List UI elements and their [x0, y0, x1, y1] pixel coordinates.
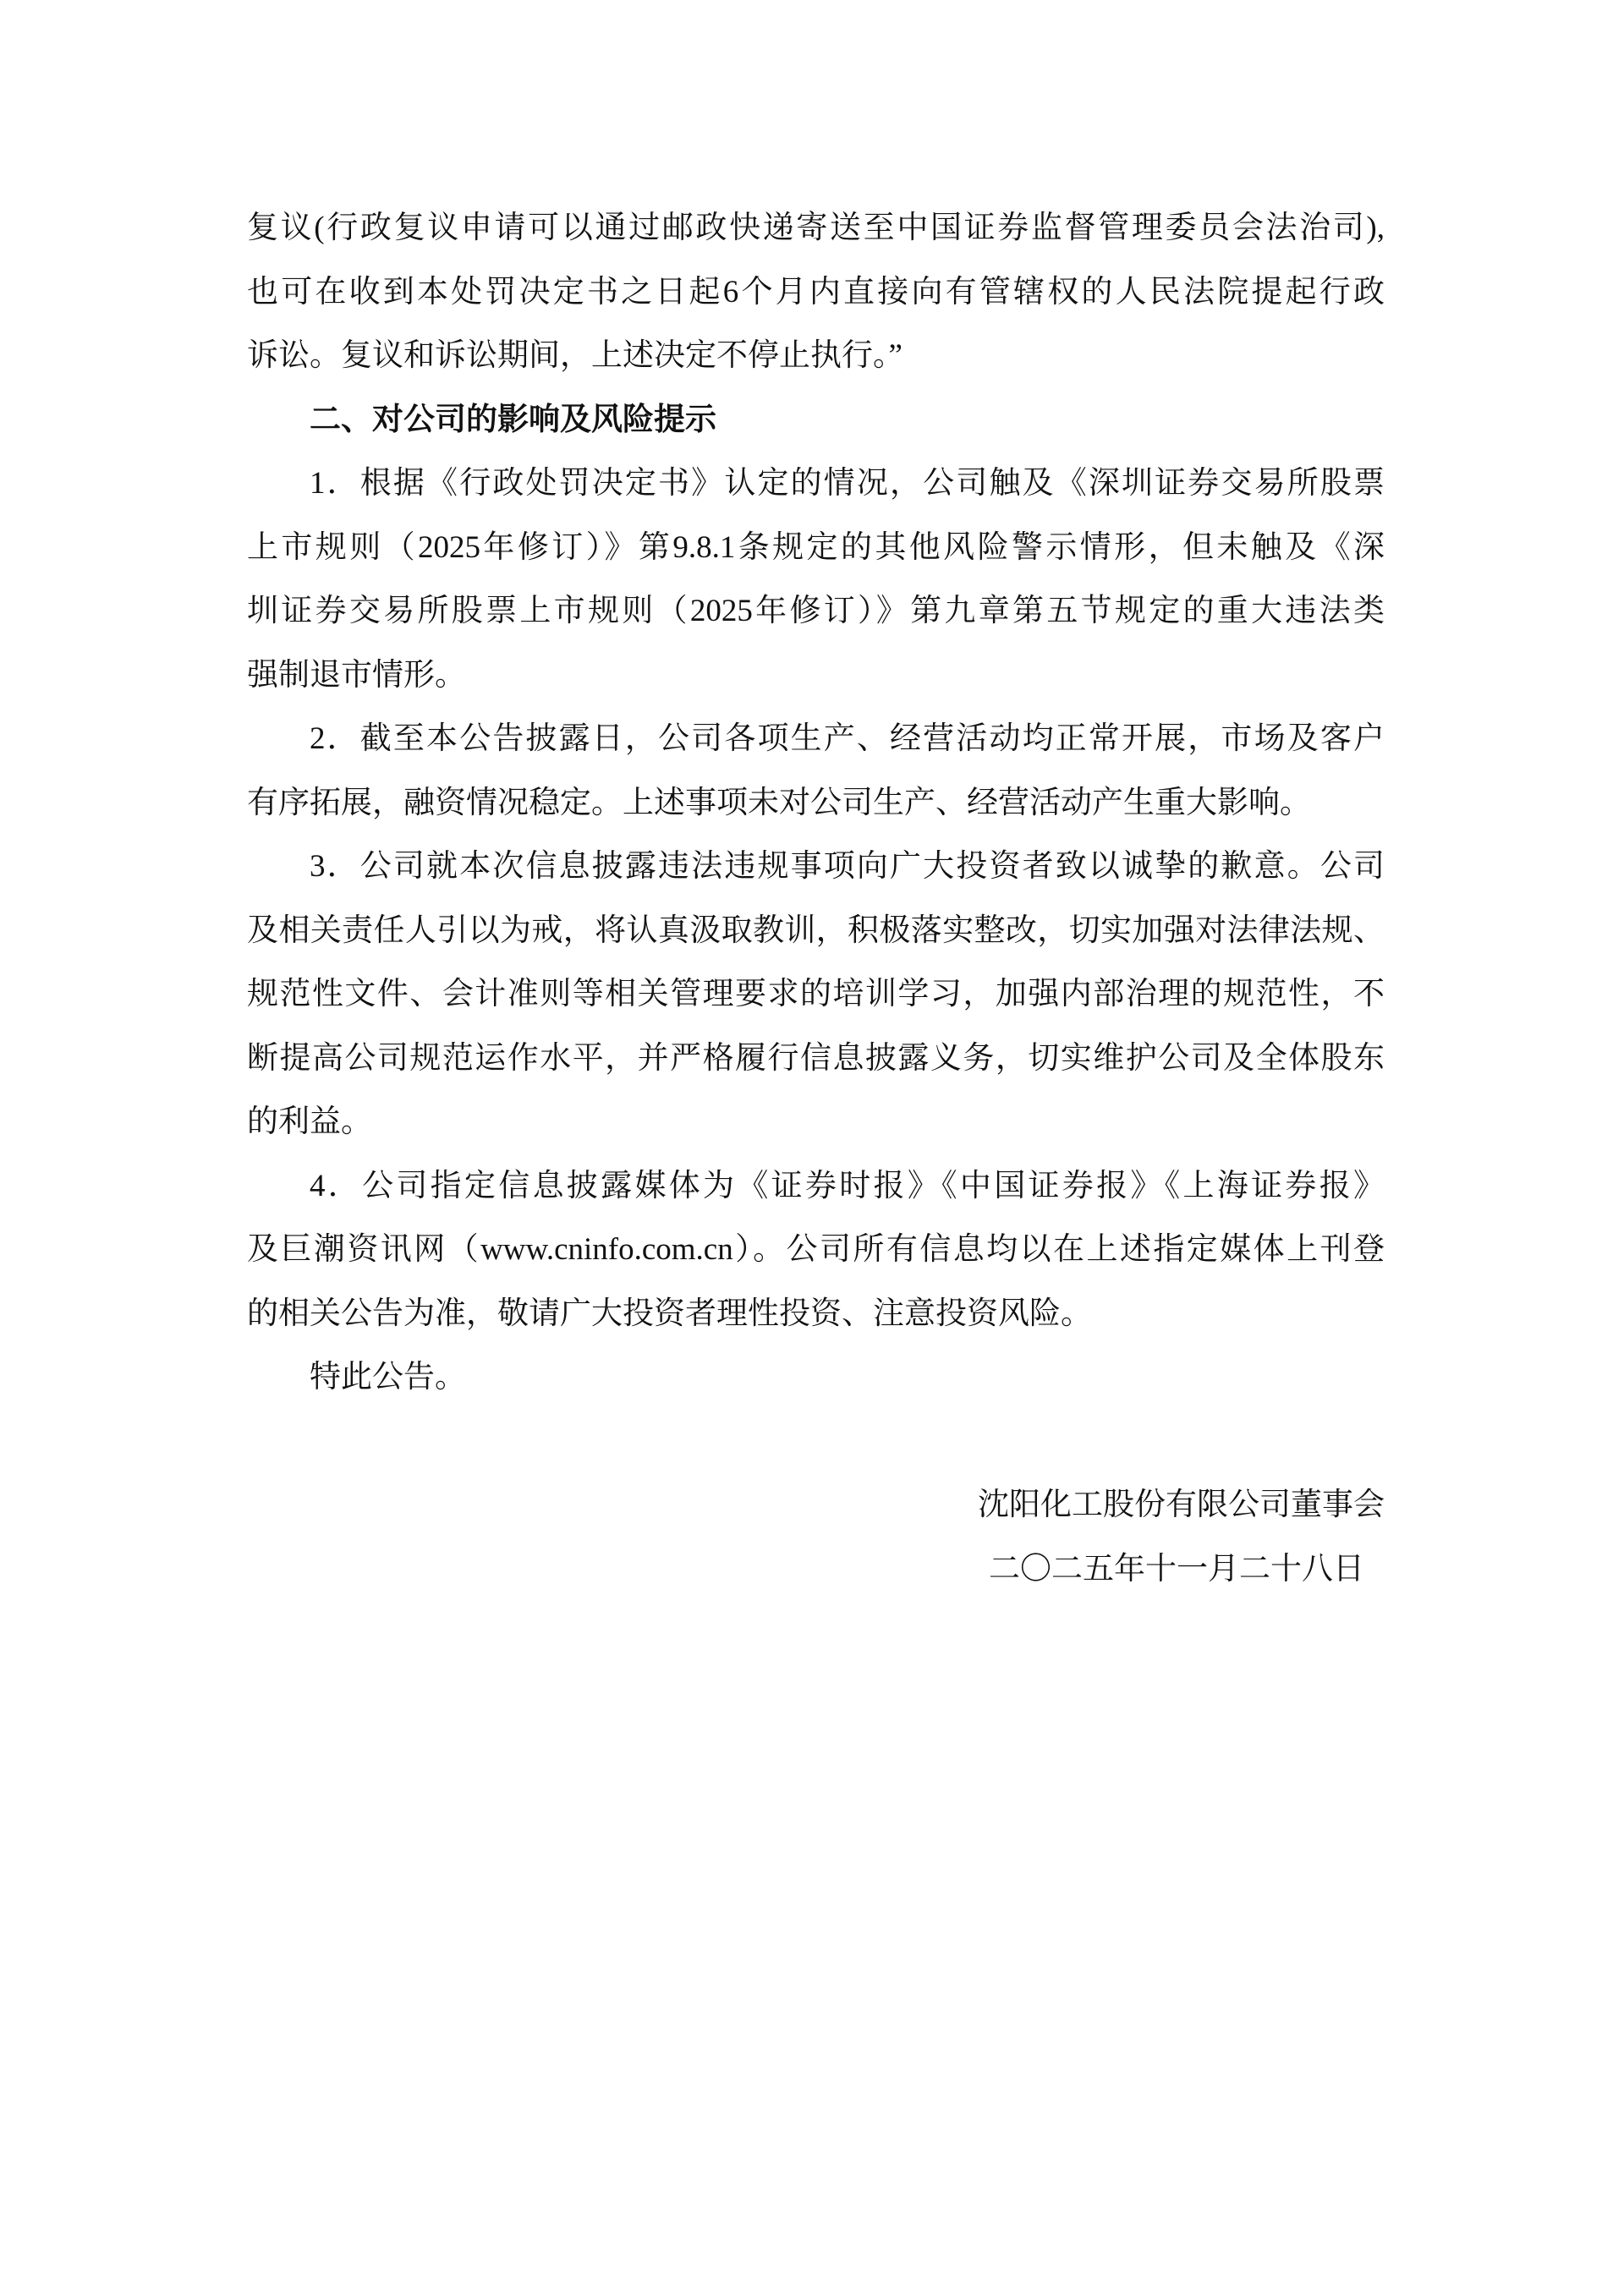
text-line: 3．公司就本次信息披露违法违规事项向广大投资者致以诚挚的歉意。公司 [310, 849, 1385, 884]
item-paragraph-4 [247, 1154, 1385, 1346]
text-line: 复议(行政复议申请可以通过邮政快递寄送至中国证券监督管理委员会法治司), [247, 211, 1385, 245]
section-heading: 二、对公司的影响及风险提示 [310, 402, 716, 437]
announcement-document [247, 196, 1385, 1601]
text-line: 2．截至本公告披露日，公司各项生产、经营活动均正常开展，市场及客户 [310, 721, 1385, 756]
closing-text: 特此公告。 [310, 1360, 466, 1395]
text-line: 上市规则（2025年修订）》第9.8.1条规定的其他风险警示情形，但未触及《深 [247, 529, 1385, 565]
item-paragraph-1 [247, 452, 1385, 707]
continuation-paragraph [247, 196, 1385, 388]
text-line: 有序拓展，融资情况稳定。上述事项未对公司生产、经营活动产生重大影响。 [247, 785, 1311, 820]
text-line: 1．根据《行政处罚决定书》认定的情况，公司触及《深圳证券交易所股票 [310, 466, 1385, 501]
text-line: 圳证券交易所股票上市规则（2025年修订）》第九章第五节规定的重大违法类 [247, 594, 1385, 628]
signature: 沈阳化工股份有限公司董事会 [978, 1488, 1385, 1522]
announcement-date: 二〇二五年十一月二十八日 [989, 1551, 1364, 1586]
text-line: 及巨潮资讯网（www.cninfo.com.cn）。公司所有信息均以在上述指定媒体上刊登 [247, 1232, 1385, 1267]
text-line: 的利益。 [247, 1104, 372, 1139]
text-line: 4．公司指定信息披露媒体为《证券时报》《中国证券报》《上海证券报》 [310, 1168, 1385, 1203]
spacer [247, 1410, 1385, 1474]
text-line: 诉讼。复议和诉讼期间，上述决定不停止执行。” [247, 338, 903, 373]
item-paragraph-3 [247, 835, 1385, 1154]
text-line: 强制退市情形。 [247, 657, 466, 693]
text-line: 也可在收到本处罚决定书之日起6个月内直接向有管辖权的人民法院提起行政 [247, 274, 1385, 310]
text-line: 的相关公告为准，敬请广大投资者理性投资、注意投资风险。 [247, 1296, 1092, 1331]
text-line: 规范性文件、会计准则等相关管理要求的培训学习，加强内部治理的规范性，不 [247, 977, 1385, 1011]
text-line: 断提高公司规范运作水平，并严格履行信息披露义务，切实维护公司及全体股东 [247, 1040, 1385, 1076]
item-paragraph-2 [247, 707, 1385, 835]
text-line: 及相关责任人引以为戒，将认真汲取教训，积极落实整改，切实加强对法律法规、 [247, 912, 1385, 948]
